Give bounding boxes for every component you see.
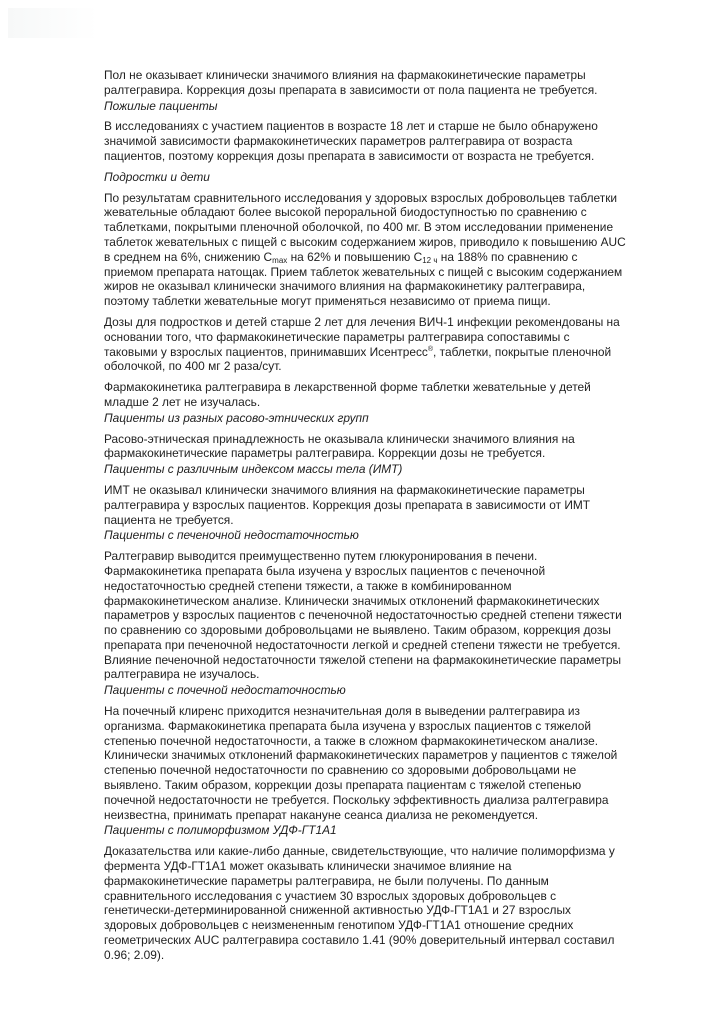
registered-mark: ® xyxy=(427,345,434,353)
paragraph-bmi: ИМТ не оказывал клинически значимого влияния на фармакокинетические параметры ралтегравира у взрослых пациентов. Коррекция дозы препарата в зависимости от ИМТ пациента не требуется. xyxy=(104,482,591,527)
paragraph-children-1 xyxy=(104,191,626,309)
paragraph-elderly: В исследованиях с участием пациентов в возрасте 18 лет и старше не было обнаружено значимой зависимости фармакокинетических параметров ралтегравира от возраста пациентов, поэтому коррекция дозы препарата в зависимости от возраста не требуется. xyxy=(104,119,598,163)
heading-kidney: Пациенты с почечной недостаточностью xyxy=(104,683,346,698)
text-segment: на 62% и повышению C xyxy=(287,249,423,264)
heading-children: Подростки и дети xyxy=(104,169,210,184)
document-page xyxy=(104,68,626,964)
text-segment: , таблетки, покрытые пленочной оболочкой, по 400 мг 2 раза/сут. xyxy=(104,344,612,374)
heading-ugt: Пациенты с полиморфизмом УДФ-ГТ1А1 xyxy=(104,823,337,838)
text-segment: По результатам сравнительного исследования у здоровых взрослых добровольцев таблетки жевательные обладают более высокой пероральной биодоступностью по сравнению с таблетками, покрытыми пленочной оболочкой, по 400 мг. В этом исследовании применение таблеток жевательных с пищей с высоким содержанием жиров, приводило к повышению AUC в среднем на 6%, снижению C xyxy=(104,190,626,264)
heading-race: Пациенты из разных расово-этнических групп xyxy=(104,410,369,425)
paragraph-children-2 xyxy=(104,315,626,374)
paragraph-ugt: Доказательства или какие-либо данные, свидетельствующие, что наличие полиморфизма у фермента УДФ-ГТ1А1 может оказывать клинически значимое влияние на фармакокинетические параметры ралтегравира, не были получены. По данным сравнительного исследования с участием 30 взрослых здоровых добровольцев с генетически-детерминированной сниженной активностью УДФ-ГТ1А1 и 27 взрослых здоровых добровольцев с неизмененным генотипом УДФ-ГТ1А1 отношение средних геометрических AUC ралтегравира составило 1.41 (90% доверительный интервал составил 0.96; 2.09). xyxy=(104,844,615,962)
subscript-cmax: max xyxy=(272,255,288,265)
heading-liver: Пациенты с печеночной недостаточностью xyxy=(104,528,359,543)
paragraph-children-3: Фармакокинетика ралтегравира в лекарственной форме таблетки жевательные у детей младше 2 лет не изучалась. xyxy=(104,380,591,409)
paragraph-liver: Ралтегравир выводится преимущественно путем глюкуронирования в печени. Фармакокинетика препарата была изучена у взрослых пациентов с печеночной недостаточностью средней степени тяжести, а также в комбинированном фармакокинетическом анализе. Клинически значимых отклонений фармакокинетических параметров у взрослых пациентов с печеночной недостаточностью средней степени тяжести по сравнению со здоровыми добровольцами не выявлено. Таким образом, коррекция дозы препарата при печеночной недостаточности легкой и средней степени тяжести не требуется. Влияние печеночной недостаточности тяжелой степени на фармакокинетические параметры ралтегравира не изучалось. xyxy=(104,549,622,682)
subscript-c12h: 12 ч xyxy=(422,255,438,265)
paragraph-kidney: На почечный клиренс приходится незначительная доля в выведении ралтегравира из организма. Фармакокинетика препарата была изучена у взрослых пациентов с тяжелой степенью почечной недостаточности, а также в сложном фармакокинетическом анализе. Клинически значимых отклонений фармакокинетических параметров у пациентов с тяжелой степенью почечной недостаточности по сравнению со здоровыми добровольцами не выявлено. Таким образом, коррекции дозы препарата пациентам с тяжелой степенью почечной недостаточности не требуется. Поскольку эффективность диализа ралтегравира неизвестна, принимать препарат накануне сеанса диализа не рекомендуется. xyxy=(104,704,618,822)
scan-watermark xyxy=(8,8,98,38)
paragraph-race: Расово-этническая принадлежность не оказывала клинически значимого влияния на фармакокинетические параметры ралтегравира. Коррекции дозы не требуется. xyxy=(104,431,575,461)
heading-bmi: Пациенты с различным индексом массы тела (ИМТ) xyxy=(104,462,403,477)
text-segment: Дозы для подростков и детей старше 2 лет для лечения ВИЧ-1 инфекции рекомендованы на основании того, что фармакокинетические параметры ралтегравира сопоставимы с таковыми у взрослых пациентов, принимавших Исентресс xyxy=(104,314,620,359)
heading-elderly: Пожилые пациенты xyxy=(104,98,218,113)
text-segment: на 188% по сравнению с приемом препарата натощак. Прием таблеток жевательных с пищей с высоким содержанием жиров не оказывал клинически значимого влияния на фармакокинетику ралтегравира, поэтому таблетки жевательные могут применяться независимо от приема пищи. xyxy=(104,249,623,309)
paragraph-sex: Пол не оказывает клинически значимого влияния на фармакокинетические параметры ралтегравира. Коррекция дозы препарата в зависимости от пола пациента не требуется. xyxy=(104,68,598,97)
